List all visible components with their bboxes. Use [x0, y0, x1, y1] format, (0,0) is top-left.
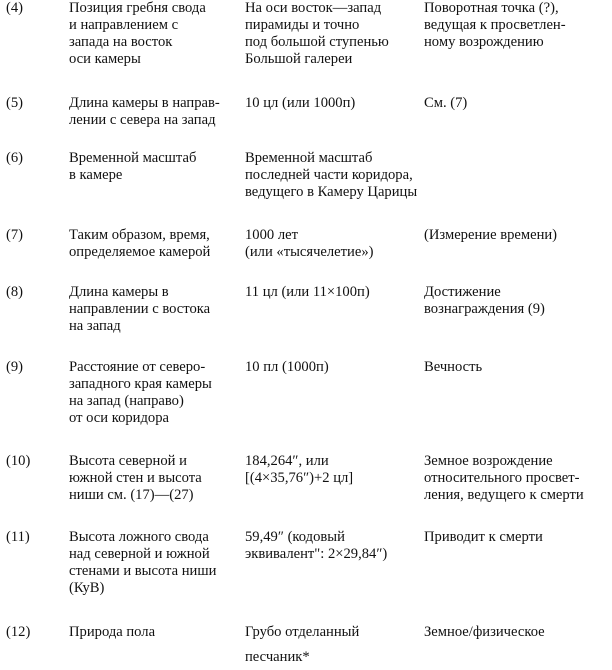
parameter-cell: Временной масштаб в камере: [69, 150, 197, 183]
row-number: (8): [6, 284, 24, 300]
value-cell: 59,49″ (кодовый эквивалент": 2×29,84″): [245, 529, 388, 562]
meaning-cell: См. (7): [424, 95, 468, 111]
row-number: (9): [6, 359, 24, 375]
parameter-cell: Высота ложного свода над северной и южной стенами и высота ниши (КуВ): [69, 529, 217, 596]
value-cell: 10 цл (или 1000п): [245, 95, 356, 111]
row-number: (11): [6, 529, 30, 545]
meaning-cell: Достижение вознаграждения (9): [424, 284, 545, 317]
row-number: (7): [6, 227, 24, 243]
value-cell: Временной масштаб последней части коридора, ведущего в Камеру Царицы: [245, 150, 418, 200]
meaning-cell: Вечность: [424, 359, 483, 375]
meaning-cell: Земное/физическое: [424, 624, 545, 640]
row-number: (4): [6, 0, 24, 16]
value-cell: 10 пл (1000п): [245, 359, 329, 375]
parameter-cell: Таким образом, время, определяемое камерой: [69, 227, 211, 260]
meaning-cell: (Измерение времени): [424, 227, 558, 243]
value-cell: Грубо отделанный песчаник*: [245, 624, 360, 665]
parameter-cell: Длина камеры в направ- лении с севера на запад: [69, 95, 220, 128]
row-number: (10): [6, 453, 31, 469]
value-cell: 11 цл (или 11×100п): [245, 284, 370, 300]
value-cell: 1000 лет (или «тысячелетие»): [245, 227, 374, 260]
parameter-cell: Позиция гребня свода и направлением с запада на восток оси камеры: [69, 0, 206, 67]
value-cell: 184,264″, или [(4×35,76″)+2 цл]: [245, 453, 354, 486]
row-number: (5): [6, 95, 24, 111]
meaning-cell: Земное возрождение относительного просвет- ления, ведущего к смерти: [424, 453, 584, 503]
parameter-cell: Расстояние от северо- западного края камеры на запад (направо) от оси коридора: [69, 359, 212, 426]
meaning-cell: Поворотная точка (?), ведущая к просветлен- ному возрождению: [424, 0, 566, 50]
value-cell: На оси восток—запад пирамиды и точно под большой ступенью Большой галереи: [245, 0, 389, 67]
parameter-cell: Природа пола: [69, 624, 156, 640]
parameter-cell: Высота северной и южной стен и высота ниши см. (17)—(27): [69, 453, 202, 503]
row-number: (12): [6, 624, 31, 640]
meaning-cell: Приводит к смерти: [424, 529, 543, 545]
row-number: (6): [6, 150, 24, 166]
parameter-cell: Длина камеры в направлении с востока на запад: [69, 284, 211, 334]
